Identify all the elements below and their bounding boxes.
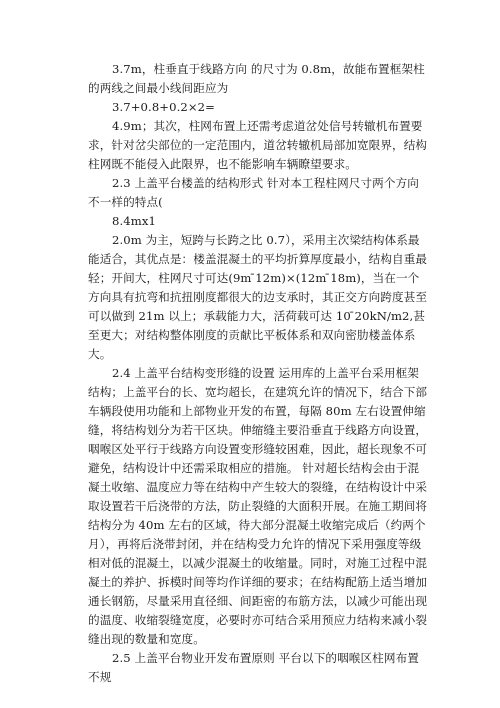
body-paragraph: 8.4mx1 <box>112 214 156 228</box>
section-heading-2-5: 2.5 上盖平台物业开发布置原则 平台以下的咽喉区柱网布置不规 <box>88 651 419 684</box>
section-heading-2-3: 2.3 上盖平台楼盖的结构形式 针对本工程柱网尺寸两个方向不一样的特点( <box>88 176 419 209</box>
section-heading-2-4: 2.4 上盖平台结构变形缝的设置 运用库的上盖平台采用框架结构；上盖平台的长、宽均超长，在建筑允许的情况下，结合下部车辆段使用功能和上部物业开发的布置，每隔 80m 左右设置伸缩缝，将结构划分为若干区块。伸缩缝主要沿垂直于线路方向设置，咽喉区处平行于线路方向设置变形缝较困难，因此，超长现象不可避免，结构设计中还需采取相应的措施。 针对超长结构会由于混凝土收缩、温度应力等在结构中产生较大的裂缝，在结构设计中采取设置若干后浇带的方法，防止裂缝的大面积开展。在施工期间将结构分为 40m 左右的区域，待大部分混凝土收缩完成后（约两个月），再将后浇带封闭，并在结构受力允许的情况下采用强度等级相对低的混凝土，以减少混凝土的收缩量。同时，对施工过程中混凝土的养护、拆模时间等均作详细的要求；在结构配筋上适当增加通长钢筋，尽量采用直径细、间距密的布筋方法，以减少可能出现的温度、收缩裂缝宽度，必要时亦可结合采用预应力结构来减小裂缝出现的数量和宽度。 <box>88 366 428 646</box>
body-paragraph: 3.7m，柱垂直于线路方向 的尺寸为 0.8m，故能布置框架柱的两线之间最小线间距应为 <box>88 62 425 95</box>
body-paragraph: 2.0m 为主，短跨与长跨之比 0.7），采用主次梁结构体系最能适合，其优点是：楼盖混凝土的平均折算厚度最小，结构自重最轻；开间大，柱网尺寸可达(9m ̄12m)×(12m ̄18m)，当在一个方向具有抗弯和抗扭刚度都很大的边支承时，其正交方向跨度甚至可以做到 21m 以上；承载能力大，活荷载可达 10 ̄20kN/m2,甚至更大；对结构整体刚度的贡献比平板体系和双向密肋楼盖体系大。 <box>88 233 428 361</box>
body-paragraph: 3.7+0.8+0.2×2= <box>112 100 215 114</box>
body-paragraph: 4.9m；其次，柱网布置上还需考虑道岔处信号转辙机布置要求，针对岔尖部位的一定范围内，道岔转辙机局部加宽限界，结构柱网既不能侵入此限界，也不能影响车辆瞭望要求。 <box>88 119 428 171</box>
